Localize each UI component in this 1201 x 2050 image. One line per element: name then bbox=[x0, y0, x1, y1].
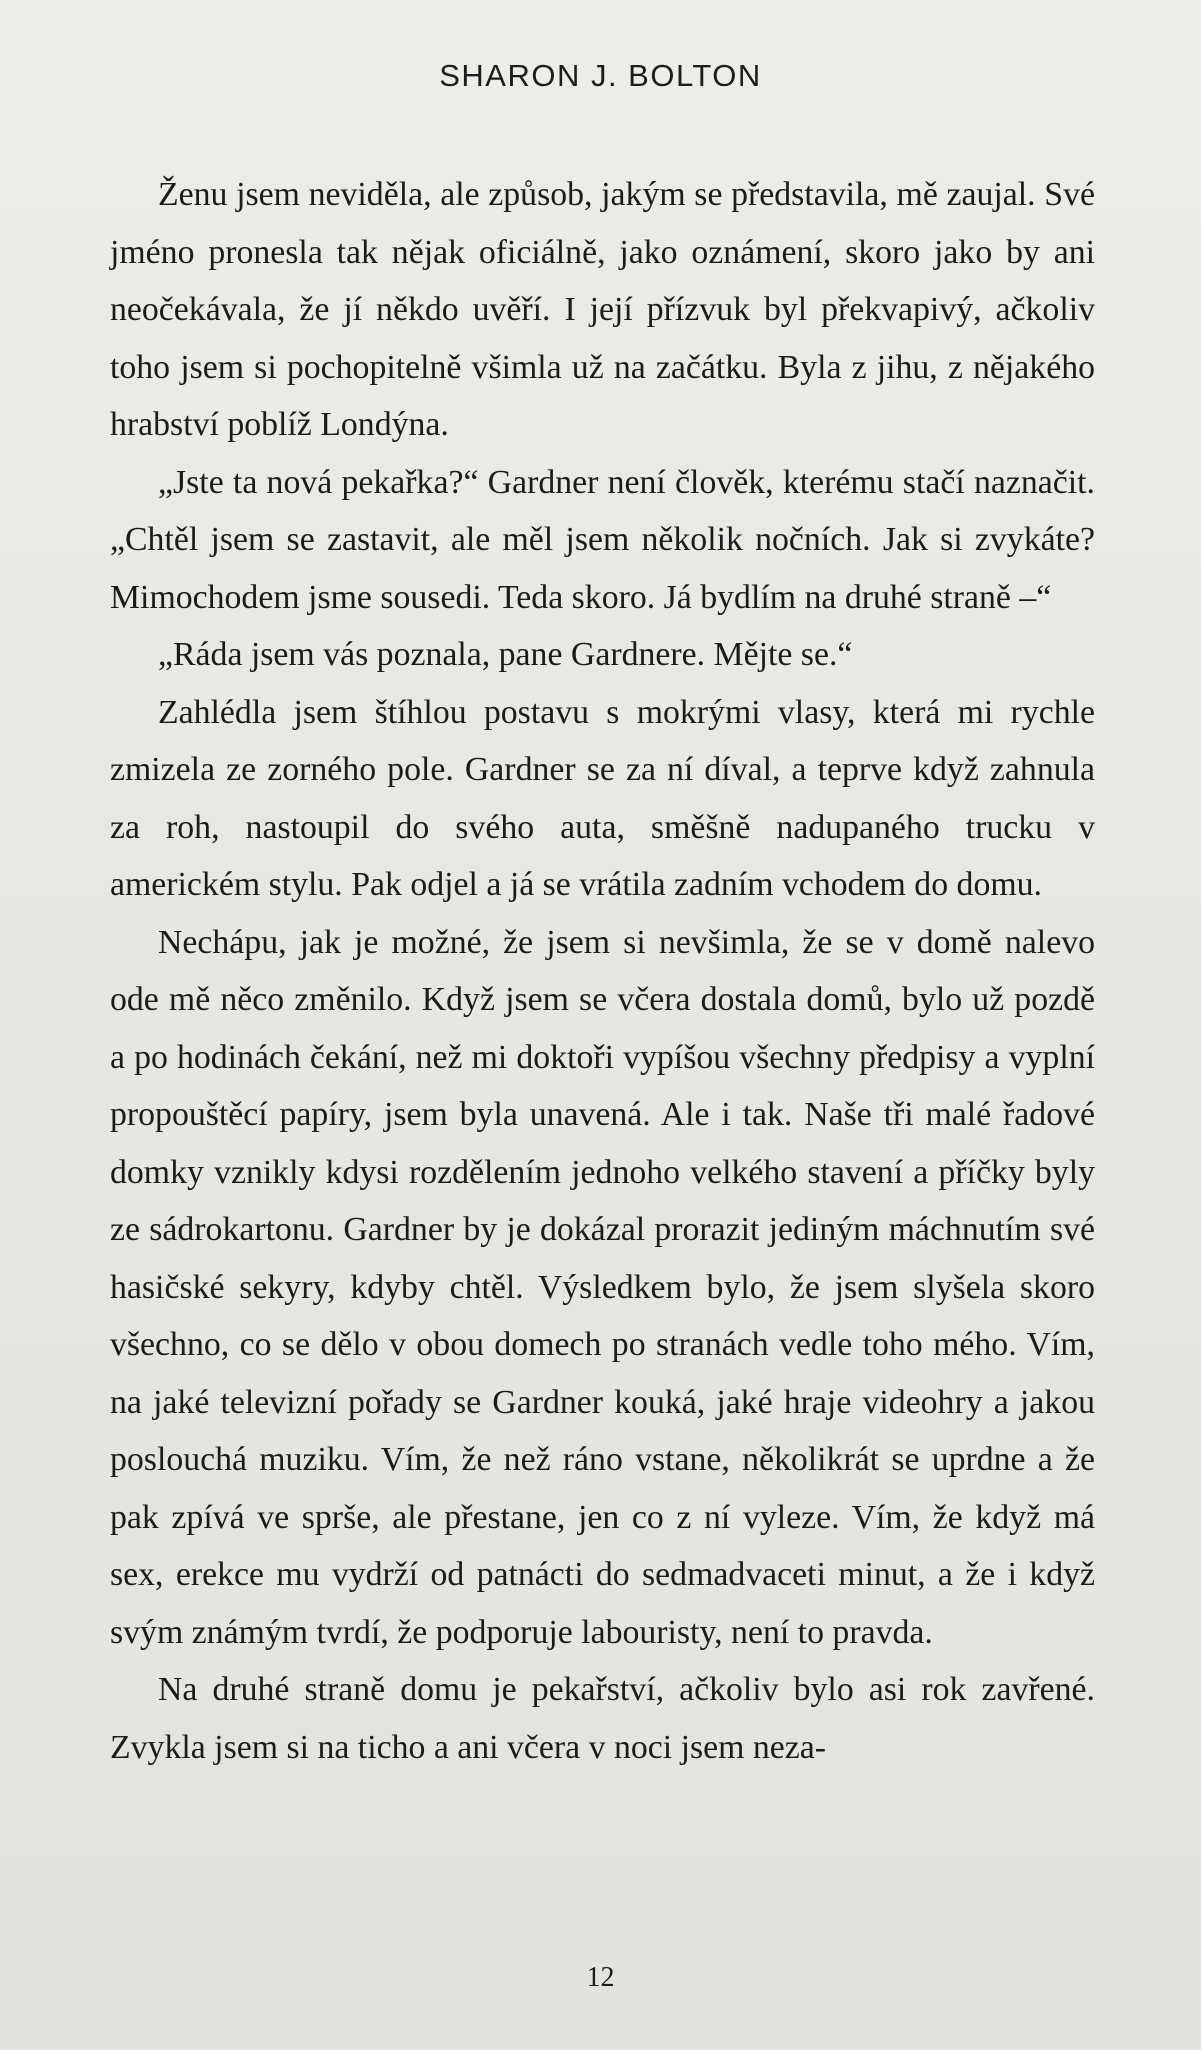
running-head: SHARON J. BOLTON bbox=[439, 58, 762, 93]
paragraph: Zahlédla jsem štíhlou postavu s mokrými vlasy, která mi rychle zmizela ze zorného pole. Gardner se za ní díval, a teprve když zahnula za roh, nastoupil do svého auta, směšně nadupaného trucku v americkém stylu. Pak odjel a já se vrátila zadním vchodem do domu. bbox=[110, 693, 1095, 903]
paragraph: Na druhé straně domu je pekařství, ačkoliv bylo asi rok zavřené. Zvykla jsem si na ticho a ani včera v noci jsem neza- bbox=[110, 1671, 1095, 1766]
paragraph: Nechápu, jak je možné, že jsem si nevšimla, že se v domě nalevo ode mě něco změnilo. Když jsem se včera dostala domů, bylo už pozdě a po hodinách čekání, než mi doktoři vypíšou všechny předpisy a vyplní propouštěcí papíry, jsem byla unavená. Ale i tak. Naše tři malé řadové domky vznikly kdysi rozdělením jednoho velkého stavení a příčky byly ze sádrokartonu. Gardner by je dokázal prorazit jediným máchnutím své hasičské sekyry, kdyby chtěl. Výsledkem bylo, že jsem slyšela skoro všechno, co se dělo v obou domech po stranách vedle toho mého. Vím, na jaké televizní pořady se Gardner kouká, jaké hraje videohry a jakou poslouchá muziku. Vím, že než ráno vstane, několikrát se uprdne a že pak zpívá ve sprše, ale přestane, jen co z ní vyleze. Vím, že když má sex, erekce mu vydrží od patnácti do sedmadvaceti minut, a že i když svým známým tvrdí, že podporuje labouristy, není to pravda. bbox=[110, 923, 1095, 1651]
paragraph: Ženu jsem neviděla, ale způsob, jakým se představila, mě zaujal. Své jméno pronesla tak nějak oficiálně, jako oznámení, skoro jako by ani neočekávala, že jí někdo uvěří. I její přízvuk byl překvapivý, ačkoliv toho jsem si pochopitelně všimla už na začátku. Byla z jihu, z nějakého hrabství poblíž Londýna. bbox=[110, 176, 1095, 443]
page-number: 12 bbox=[586, 1962, 615, 1993]
paragraph: „Jste ta nová pekařka?“ Gardner není člověk, kterému stačí naznačit. „Chtěl jsem se zastavit, ale měl jsem několik nočních. Jak si zvykáte? Mimochodem jsme sousedi. Teda skoro. Já bydlím na druhé straně –“ bbox=[110, 463, 1095, 616]
body-text bbox=[110, 166, 1095, 1776]
paragraph: „Ráda jsem vás poznala, pane Gardnere. Mějte se.“ bbox=[158, 636, 853, 673]
